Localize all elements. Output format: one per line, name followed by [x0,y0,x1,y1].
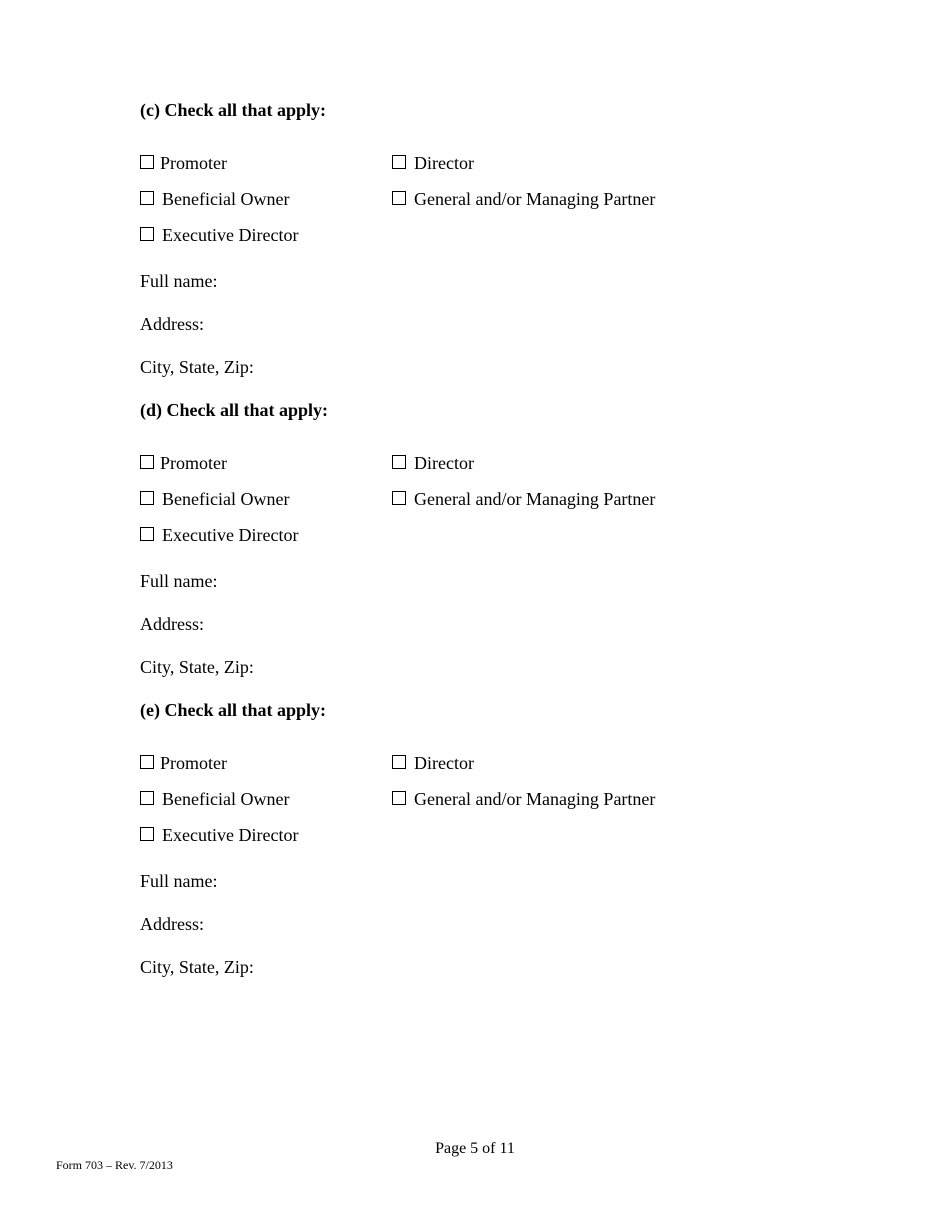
checkbox-icon[interactable] [140,227,154,241]
checkbox-icon[interactable] [392,491,406,505]
checkbox-label: Beneficial Owner [162,189,290,209]
checkbox-icon[interactable] [392,155,406,169]
person-section [140,400,840,710]
person-section [140,700,840,1010]
checkbox-option[interactable] [140,824,298,846]
checkbox-option[interactable] [392,752,474,774]
checkbox-label: Promoter [160,453,227,473]
checkbox-option[interactable] [392,788,655,810]
checkbox-option[interactable] [140,524,298,546]
checkbox-label: Promoter [160,753,227,773]
field-label: City, State, Zip: [140,357,254,377]
checkbox-label: General and/or Managing Partner [414,789,656,809]
checkbox-label: Beneficial Owner [162,489,290,509]
page-number: Page 5 of 11 [435,1140,515,1157]
checkbox-label: Executive Director [162,225,299,245]
checkbox-icon[interactable] [392,455,406,469]
person-section [140,100,840,410]
checkbox-icon[interactable] [140,791,154,805]
field-label: Address: [140,914,204,934]
checkbox-icon[interactable] [140,191,154,205]
checkbox-label: General and/or Managing Partner [414,489,656,509]
checkbox-label: Beneficial Owner [162,789,290,809]
checkbox-label: Director [414,753,474,773]
checkbox-icon[interactable] [140,455,154,469]
field-label: Address: [140,314,204,334]
checkbox-option[interactable] [140,152,227,174]
checkbox-option[interactable] [140,752,227,774]
section-heading: (d) Check all that apply: [140,400,329,420]
checkbox-option[interactable] [140,488,289,510]
checkbox-icon[interactable] [140,827,154,841]
checkbox-icon[interactable] [140,755,154,769]
checkbox-label: Executive Director [162,825,299,845]
form-revision: Form 703 – Rev. 7/2013 [56,1158,173,1172]
checkbox-label: Director [414,453,474,473]
field-label: Full name: [140,571,218,591]
checkbox-label: Promoter [160,153,227,173]
section-heading: (e) Check all that apply: [140,700,326,720]
checkbox-option[interactable] [140,788,289,810]
checkbox-option[interactable] [392,188,655,210]
field-label: Address: [140,614,204,634]
checkbox-icon[interactable] [392,791,406,805]
checkbox-label: General and/or Managing Partner [414,189,656,209]
checkbox-label: Executive Director [162,525,299,545]
checkbox-icon[interactable] [392,191,406,205]
checkbox-option[interactable] [140,224,298,246]
checkbox-icon[interactable] [140,527,154,541]
field-label: City, State, Zip: [140,657,254,677]
checkbox-icon[interactable] [140,491,154,505]
checkbox-option[interactable] [392,488,655,510]
checkbox-option[interactable] [392,152,474,174]
checkbox-icon[interactable] [140,155,154,169]
checkbox-option[interactable] [392,452,474,474]
checkbox-option[interactable] [140,188,289,210]
field-label: City, State, Zip: [140,957,254,977]
section-heading: (c) Check all that apply: [140,100,326,120]
field-label: Full name: [140,271,218,291]
checkbox-label: Director [414,153,474,173]
field-label: Full name: [140,871,218,891]
checkbox-option[interactable] [140,452,227,474]
checkbox-icon[interactable] [392,755,406,769]
